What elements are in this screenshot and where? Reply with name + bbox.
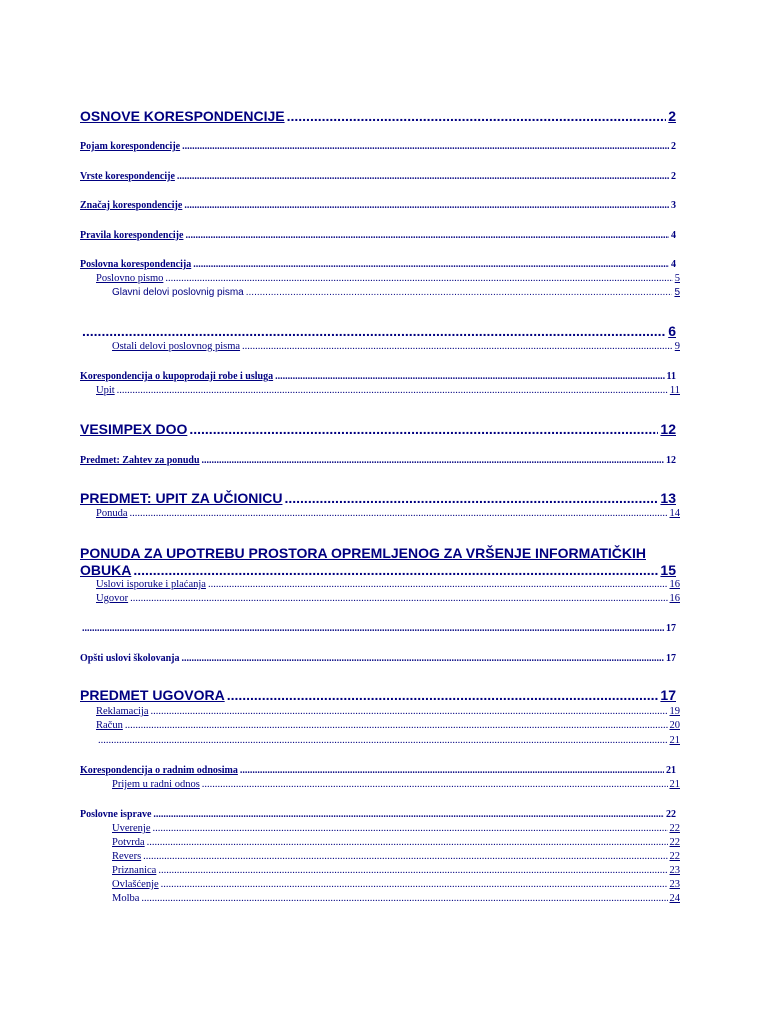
toc-entry-poslovna-korespondencija[interactable]: Poslovna korespondencija ..... 4 bbox=[80, 259, 676, 270]
toc-entry-zahtev-za-ponudu[interactable]: Predmet: Zahtev za ponudu ..... 12 bbox=[80, 455, 676, 466]
toc-entry-vesimpex[interactable]: VESIMPEX DOO ..... 12 bbox=[80, 421, 676, 437]
toc-entry-ostali-delovi[interactable]: Ostali delovi poslovnog pisma ..... 9 bbox=[112, 341, 680, 352]
toc-entry-untitled-17[interactable]: ..... 17 bbox=[80, 623, 676, 634]
toc-entry-molba[interactable]: Molba ..... 24 bbox=[112, 893, 680, 904]
toc-entry-glavni-delovi[interactable]: Glavni delovi poslovnig pisma ..... 5 bbox=[112, 287, 680, 298]
toc-entry-upit-za-ucionicu[interactable]: PREDMET: UPIT ZA UČIONICU ..... 13 bbox=[80, 490, 676, 506]
toc-entry-radni-odnosi[interactable]: Korespondencija o radnim odnosima ..... 21 bbox=[80, 765, 676, 776]
toc-entry-uverenje[interactable]: Uverenje ..... 22 bbox=[112, 823, 680, 834]
toc-entry-pojam[interactable]: Pojam korespondencije ..... 2 bbox=[80, 141, 676, 152]
toc-entry-racun[interactable]: Račun ..... 20 bbox=[96, 720, 680, 731]
toc-entry-vrste[interactable]: Vrste korespondencije ..... 2 bbox=[80, 171, 676, 182]
toc-entry-reklamacija[interactable]: Reklamacija ..... 19 bbox=[96, 706, 680, 717]
toc-entry-ponuda-za-upotrebu-line1[interactable]: PONUDA ZA UPOTREBU PROSTORA OPREMLJENOG ZA VRŠENJE INFORMATIČKIH bbox=[80, 545, 646, 561]
toc-entry-osnove-korespondencije[interactable]: OSNOVE KORESPONDENCIJE ..... 2 bbox=[80, 108, 676, 124]
toc-entry-ugovor[interactable]: Ugovor ..... 16 bbox=[96, 593, 680, 604]
toc-entry-predmet-ugovora[interactable]: PREDMET UGOVORA ..... 17 bbox=[80, 687, 676, 703]
toc-entry-ponuda-za-upotrebu-line2[interactable]: OBUKA ..... 15 bbox=[80, 562, 676, 578]
toc-entry-opsti-uslovi[interactable]: Opšti uslovi školovanja ..... 17 bbox=[80, 653, 676, 664]
toc-entry-pravila[interactable]: Pravila korespondencije ..... 4 bbox=[80, 230, 676, 241]
toc-entry-untitled-6[interactable]: ..... 6 bbox=[80, 323, 676, 339]
toc-entry-kupoprodaja[interactable]: Korespondencija o kupoprodaji robe i usluga ..... 11 bbox=[80, 371, 676, 382]
toc-entry-poslovne-isprave[interactable]: Poslovne isprave ..... 22 bbox=[80, 809, 676, 820]
toc-entry-priznanica[interactable]: Priznanica ..... 23 bbox=[112, 865, 680, 876]
toc-entry-potvrda[interactable]: Potvrda ..... 22 bbox=[112, 837, 680, 848]
toc-entry-znacaj[interactable]: Značaj korespondencije ..... 3 bbox=[80, 200, 676, 211]
toc-entry-ponuda[interactable]: Ponuda ..... 14 bbox=[96, 508, 680, 519]
toc-entry-revers[interactable]: Revers ..... 22 bbox=[112, 851, 680, 862]
toc-entry-untitled-21[interactable]: ..... 21 bbox=[96, 735, 680, 746]
toc-entry-upit[interactable]: Upit ..... 11 bbox=[96, 385, 680, 396]
toc-entry-ovlascenje[interactable]: Ovlašćenje ..... 23 bbox=[112, 879, 680, 890]
toc-entry-poslovno-pismo[interactable]: Poslovno pismo ..... 5 bbox=[96, 273, 680, 284]
toc-entry-uslovi-isporuke[interactable]: Uslovi isporuke i plaćanja ..... 16 bbox=[96, 579, 680, 590]
toc-entry-prijem[interactable]: Prijem u radni odnos ..... 21 bbox=[112, 779, 680, 790]
